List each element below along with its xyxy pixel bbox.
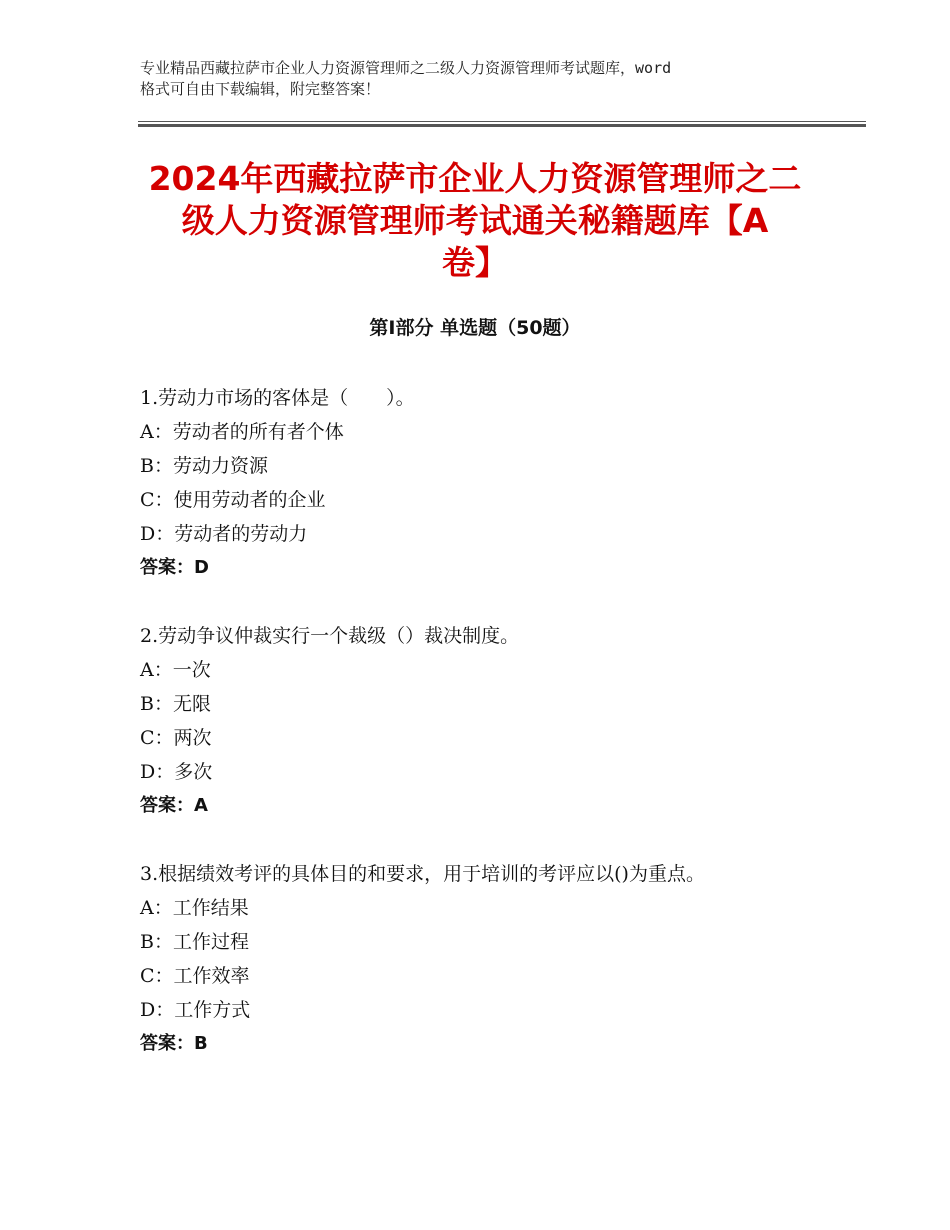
header-note-line-2: 格式可自由下载编辑，附完整答案！: [140, 80, 381, 98]
question-stem: 1.劳动力市场的客体是（ ）。: [140, 387, 415, 409]
option-a: A：工作结果: [140, 897, 249, 919]
header-note: [140, 58, 820, 100]
header-note-line-1: 专业精品西藏拉萨市企业人力资源管理师之二级人力资源管理师考试题库，word: [140, 59, 672, 77]
option-a: A：一次: [140, 659, 211, 681]
question-stem: 2.劳动争议仲裁实行一个裁级（）裁决制度。: [140, 625, 520, 647]
header-divider-thick: [138, 124, 866, 127]
question-item: [140, 381, 840, 585]
option-d: D：劳动者的劳动力: [140, 523, 308, 545]
option-c: C：两次: [140, 727, 212, 749]
title-line-1: 2024年西藏拉萨市企业人力资源管理师之二: [148, 159, 802, 198]
header-divider-thin: [138, 121, 866, 122]
option-c: C：工作效率: [140, 965, 250, 987]
section-heading: 第Ⅰ部分 单选题（50题）: [369, 317, 581, 339]
answer-line: 答案：D: [140, 557, 209, 578]
option-c: C：使用劳动者的企业: [140, 489, 326, 511]
option-b: B：工作过程: [140, 931, 249, 953]
option-d: D：多次: [140, 761, 213, 783]
question-list: [140, 381, 840, 1095]
document-title: [140, 158, 810, 284]
option-d: D：工作方式: [140, 999, 251, 1021]
question-stem: 3.根据绩效考评的具体目的和要求，用于培训的考评应以()为重点。: [140, 863, 705, 885]
question-item: [140, 619, 840, 823]
title-line-2: 级人力资源管理师考试通关秘籍题库【A: [181, 201, 769, 240]
title-line-3: 卷】: [442, 243, 508, 282]
option-b: B：无限: [140, 693, 211, 715]
option-b: B：劳动力资源: [140, 455, 268, 477]
question-item: [140, 857, 840, 1061]
answer-line: 答案：B: [140, 1033, 208, 1054]
answer-line: 答案：A: [140, 795, 208, 816]
option-a: A：劳动者的所有者个体: [140, 421, 344, 443]
